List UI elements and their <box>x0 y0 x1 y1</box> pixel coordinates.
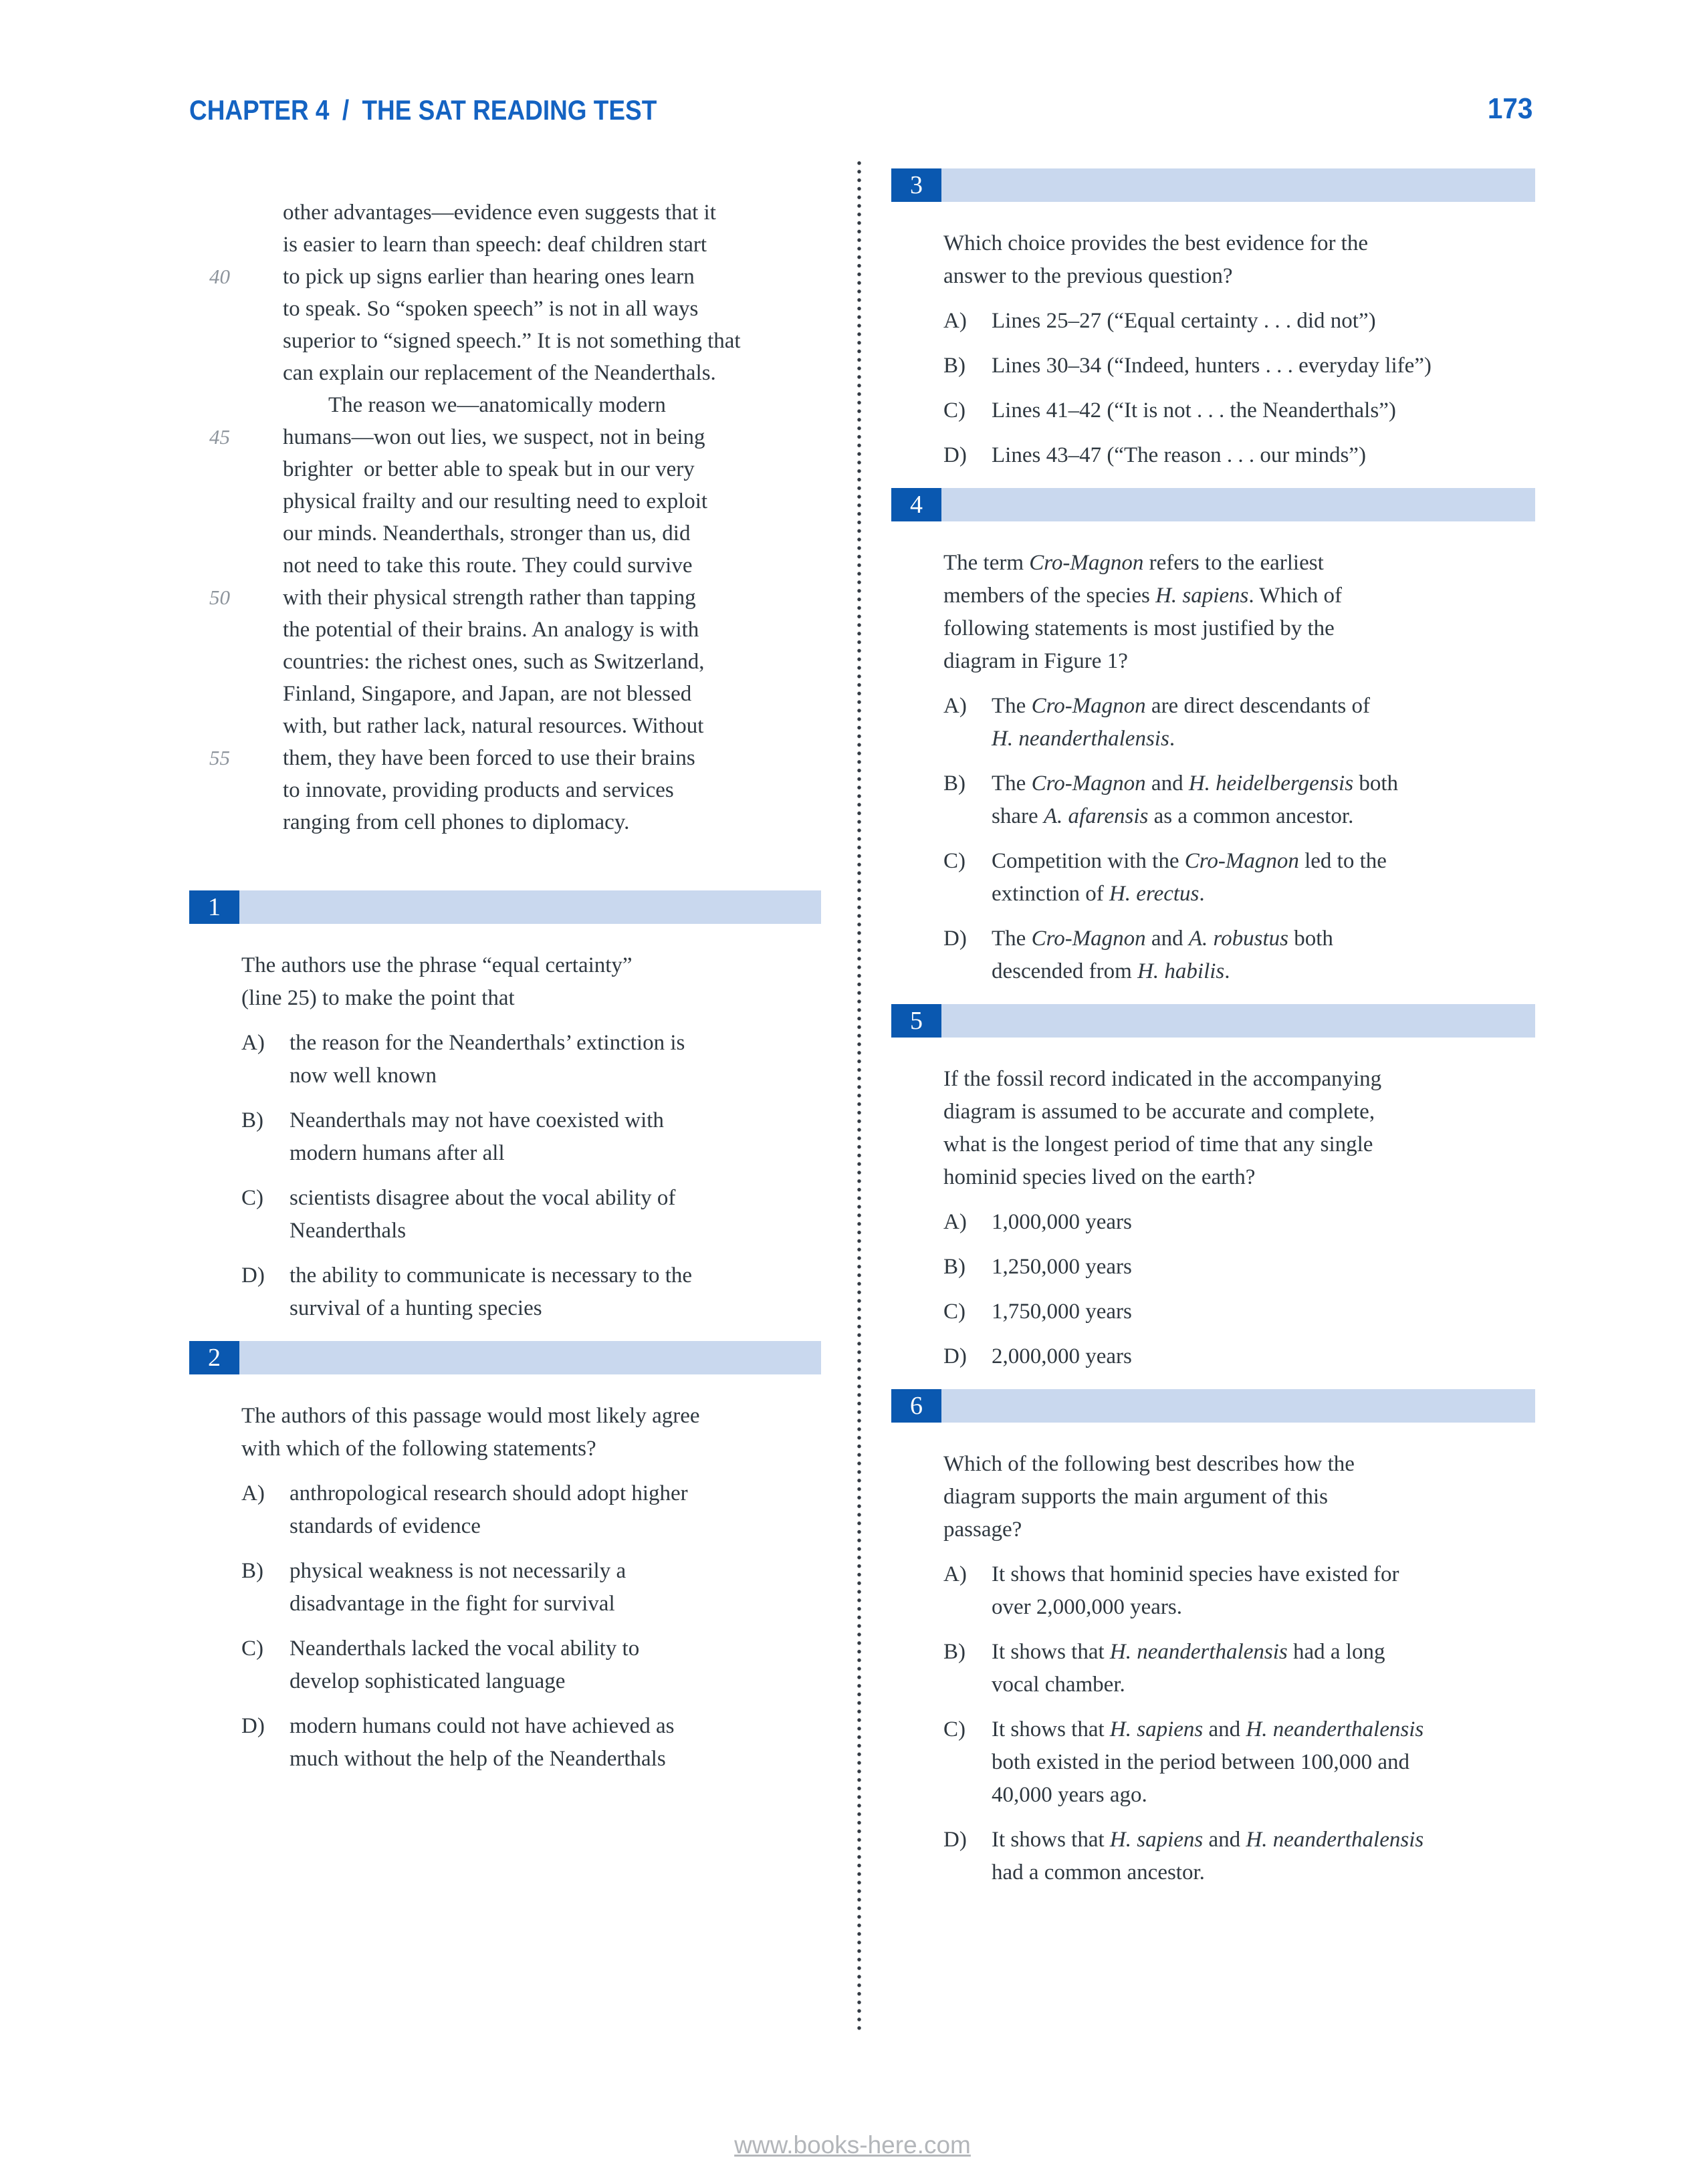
passage-line-text: ranging from cell phones to diplomacy. <box>283 810 630 834</box>
choice-text: 2,000,000 years <box>992 1344 1132 1368</box>
choice-text: It shows that H. neanderthalensis had a long vocal chamber. <box>992 1640 1385 1697</box>
choice-item <box>891 1713 1535 1812</box>
choice-letter: D) <box>943 443 967 467</box>
passage-line-text: Finland, Singapore, and Japan, are not blessed <box>283 682 692 706</box>
choice-letter: B) <box>241 1108 263 1132</box>
question-1 <box>189 890 821 1325</box>
choices-list <box>891 690 1535 988</box>
question-bar <box>891 488 1535 521</box>
passage-line <box>189 774 821 834</box>
choice-letter: D) <box>943 1344 967 1368</box>
passage-line <box>189 582 821 642</box>
question-number-badge: 3 <box>891 168 941 202</box>
header-title: THE SAT READING TEST <box>362 94 657 126</box>
choice-item <box>189 1182 821 1247</box>
choice-letter: B) <box>943 1640 965 1664</box>
passage-line-text: the potential of their brains. An analogy is with <box>283 618 699 642</box>
choice-item <box>891 1206 1535 1239</box>
choice-text: 1,250,000 years <box>992 1255 1132 1279</box>
choice-text: 1,000,000 years <box>992 1210 1132 1234</box>
choice-text: Lines 30–34 (“Indeed, hunters . . . everyday life”) <box>992 354 1432 378</box>
choice-letter: A) <box>943 1210 967 1234</box>
passage-line <box>189 485 821 545</box>
choice-text: The Cro-Magnon and H. heidelbergensis both share A. afarensis as a common ancestor. <box>992 771 1398 828</box>
passage-line-text: other advantages—evidence even suggests that it <box>283 201 716 225</box>
choice-item <box>891 845 1535 911</box>
passage-line-number: 45 <box>209 425 230 449</box>
choice-letter: B) <box>943 1255 965 1279</box>
passage-line-text: not need to take this route. They could survive <box>283 554 693 578</box>
choice-item <box>891 394 1535 427</box>
question-bar <box>891 1389 1535 1423</box>
passage-line <box>189 614 821 674</box>
choice-letter: D) <box>943 927 967 951</box>
passage-line <box>189 293 821 353</box>
choice-text: Lines 25–27 (“Equal certainty . . . did not”) <box>992 309 1376 333</box>
passage-line <box>189 325 821 385</box>
question-prompt: If the fossil record indicated in the accompanying diagram is assumed to be accurate and complete, what is the longest period of time that any single hominid species lived on the earth? <box>943 1067 1382 1189</box>
choice-item <box>891 305 1535 338</box>
question-bar <box>189 890 821 924</box>
choice-item <box>189 1104 821 1170</box>
question-prompt: The term Cro-Magnon refers to the earliest members of the species H. sapiens. Which of following statements is most justified by the diagram in Figure 1? <box>943 551 1343 673</box>
question-bar-strip <box>941 168 1535 202</box>
passage-line-text: humans—won out lies, we suspect, not in being <box>283 425 705 449</box>
passage-line-text: to pick up signs earlier than hearing ones learn <box>283 265 695 289</box>
column-divider <box>857 160 862 2032</box>
choice-letter: D) <box>943 1828 967 1852</box>
chapter-label: CHAPTER 4 <box>189 94 330 126</box>
question-prompt: The authors use the phrase “equal certainty” (line 25) to make the point that <box>241 953 633 1010</box>
passage-line-text: superior to “signed speech.” It is not something that <box>283 329 741 353</box>
choice-item <box>891 1296 1535 1328</box>
passage-line-text: to speak. So “spoken speech” is not in all ways <box>283 297 699 321</box>
choice-item <box>891 439 1535 472</box>
choice-item <box>189 1555 821 1620</box>
choices-list <box>189 1477 821 1776</box>
choices-list <box>891 305 1535 472</box>
choice-letter: D) <box>241 1714 265 1738</box>
passage-line-text: is easier to learn than speech: deaf children start <box>283 233 707 257</box>
choice-text: The Cro-Magnon are direct descendants of H. neanderthalensis. <box>992 694 1371 751</box>
passage-line-text: them, they have been forced to use their brains <box>283 746 695 770</box>
passage-line-text: The reason we—anatomically modern <box>328 393 666 417</box>
question-2 <box>189 1341 821 1776</box>
choice-text: physical weakness is not necessarily a disadvantage in the fight for survival <box>290 1559 627 1616</box>
question-number-badge: 6 <box>891 1389 941 1423</box>
passage-line-number: 40 <box>209 265 230 288</box>
passage-line <box>189 517 821 578</box>
choice-item <box>891 1558 1535 1624</box>
choice-letter: C) <box>943 398 965 422</box>
choice-letter: B) <box>943 354 965 378</box>
question-bar <box>891 168 1535 202</box>
passage-line <box>189 678 821 738</box>
question-bar-strip <box>941 1004 1535 1038</box>
question-number-badge: 4 <box>891 488 941 521</box>
passage-line <box>189 646 821 706</box>
choice-text: the reason for the Neanderthals’ extinction is now well known <box>290 1031 685 1088</box>
passage-line <box>189 421 821 481</box>
choice-text: Lines 43–47 (“The reason . . . our minds”) <box>992 443 1366 467</box>
choice-text: Lines 41–42 (“It is not . . . the Neanderthals”) <box>992 398 1396 422</box>
choice-item <box>189 1259 821 1325</box>
choice-text: It shows that H. sapiens and H. neanderthalensis both existed in the period between 100,000 and 40,000 years ago. <box>992 1717 1424 1807</box>
passage-line-text: can explain our replacement of the Neanderthals. <box>283 361 716 385</box>
passage-line-text: our minds. Neanderthals, stronger than us, did <box>283 521 691 545</box>
choice-letter: C) <box>241 1636 263 1661</box>
question-number-badge: 2 <box>189 1341 239 1374</box>
choice-text: The Cro-Magnon and A. robustus both descended from H. habilis. <box>992 927 1333 983</box>
passage-line <box>189 164 821 225</box>
passage-line-text: physical frailty and our resulting need to exploit <box>283 489 708 513</box>
choice-item <box>891 1340 1535 1373</box>
choice-letter: A) <box>943 694 967 718</box>
passage-line-number: 50 <box>209 586 230 609</box>
question-bar <box>189 1341 821 1374</box>
choice-item <box>189 1632 821 1698</box>
choice-item <box>891 1636 1535 1701</box>
question-bar-strip <box>941 488 1535 521</box>
choice-item <box>891 690 1535 755</box>
choice-letter: B) <box>241 1559 263 1583</box>
choice-text: It shows that hominid species have existed for over 2,000,000 years. <box>992 1562 1399 1619</box>
choice-text: the ability to communicate is necessary to the survival of a hunting species <box>290 1263 693 1320</box>
question-prompt: Which of the following best describes how the diagram supports the main argument of this passage? <box>943 1452 1355 1542</box>
choice-letter: C) <box>943 849 965 873</box>
footer <box>0 2131 1705 2159</box>
choice-text: modern humans could not have achieved as much without the help of the Neanderthals <box>290 1714 675 1771</box>
choice-letter: B) <box>943 771 965 796</box>
choices-list <box>189 1027 821 1325</box>
passage <box>189 164 821 834</box>
question-number-badge: 1 <box>189 890 239 924</box>
choice-item <box>891 350 1535 382</box>
choice-letter: A) <box>943 1562 967 1586</box>
choice-text: scientists disagree about the vocal ability of Neanderthals <box>290 1186 676 1243</box>
question-prompt: Which choice provides the best evidence for the answer to the previous question? <box>943 231 1368 288</box>
choice-text: Competition with the Cro-Magnon led to the extinction of H. erectus. <box>992 849 1387 906</box>
passage-line-text: with their physical strength rather than tapping <box>283 586 696 610</box>
choice-item <box>189 1477 821 1543</box>
header-separator: / <box>342 94 350 126</box>
passage-line-number: 55 <box>209 746 230 769</box>
choice-item <box>891 767 1535 833</box>
passage-line <box>189 453 821 513</box>
question-6 <box>891 1389 1535 1889</box>
passage-line <box>189 742 821 802</box>
choices-list <box>891 1558 1535 1889</box>
choice-letter: C) <box>943 1300 965 1324</box>
choice-text: Neanderthals may not have coexisted with modern humans after all <box>290 1108 664 1165</box>
choice-letter: C) <box>943 1717 965 1741</box>
question-bar-strip <box>239 1341 821 1374</box>
choice-letter: D) <box>241 1263 265 1288</box>
passage-line-text: to innovate, providing products and services <box>283 778 674 802</box>
choice-letter: C) <box>241 1186 263 1210</box>
question-bar-strip <box>941 1389 1535 1423</box>
passage-line <box>189 261 821 321</box>
passage-line <box>189 197 821 257</box>
passage-line-text: countries: the richest ones, such as Switzerland, <box>283 650 705 674</box>
choice-item <box>189 1710 821 1776</box>
question-prompt: The authors of this passage would most likely agree with which of the following statements? <box>241 1404 700 1461</box>
choice-text: It shows that H. sapiens and H. neanderthalensis had a common ancestor. <box>992 1828 1424 1885</box>
page-number: 173 <box>1487 92 1532 125</box>
choice-text: 1,750,000 years <box>992 1300 1132 1324</box>
question-bar <box>891 1004 1535 1038</box>
choice-text: Neanderthals lacked the vocal ability to develop sophisticated language <box>290 1636 640 1693</box>
choice-text: anthropological research should adopt higher standards of evidence <box>290 1481 688 1538</box>
choice-letter: A) <box>943 309 967 333</box>
choices-list <box>891 1206 1535 1373</box>
right-column <box>891 168 1535 1904</box>
choice-item <box>891 1251 1535 1284</box>
choice-item <box>891 1824 1535 1889</box>
passage-line <box>189 357 821 417</box>
question-number-badge: 5 <box>891 1004 941 1038</box>
choice-letter: A) <box>241 1481 265 1505</box>
left-column <box>189 890 821 1790</box>
question-3 <box>891 168 1535 472</box>
choice-letter: A) <box>241 1031 265 1055</box>
passage-line-text: with, but rather lack, natural resources. Without <box>283 714 704 738</box>
passage-line-text: brighter or better able to speak but in our very <box>283 457 695 481</box>
question-bar-strip <box>239 890 821 924</box>
choice-item <box>189 1027 821 1092</box>
question-5 <box>891 1004 1535 1373</box>
choice-item <box>891 923 1535 988</box>
question-4 <box>891 488 1535 988</box>
footer-link[interactable]: www.books-here.com <box>734 2131 971 2159</box>
header <box>189 94 657 126</box>
